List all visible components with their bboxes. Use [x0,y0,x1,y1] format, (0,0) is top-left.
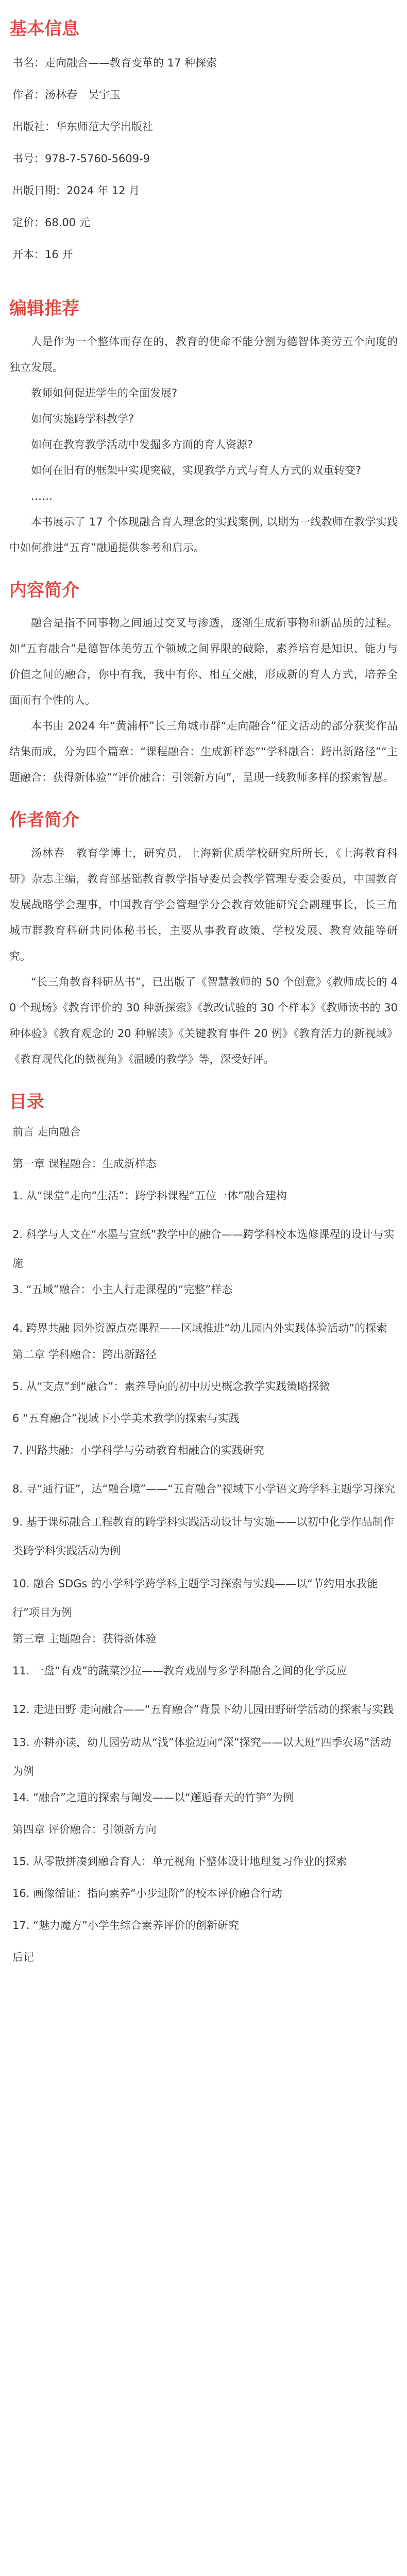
info-price: 定价：68.00 元 [12,216,90,229]
toc-entry: 9. 基于课标融合工程教育的跨学科实践活动设计与实施——以初中化学作品制作类跨学科实践活动为例 [12,1515,394,1557]
toc-entry: 第四章 评价融合：引领新方向 [12,1823,157,1836]
editor-question-2: 如何实施跨学科教学? [31,412,134,425]
basic-info-section [0,0,407,262]
content-intro-section [0,561,407,791]
toc-entry: 12. 走进田野 走向融合——“五育融合”背景下幼儿园田野研学活动的探索与实践 [12,1703,394,1716]
toc-entry: 6 “五育融合”视域下小学美术教学的探索与实践 [12,1412,240,1425]
content-intro-title: 内容简介 [9,580,79,601]
author-paragraph-1: 汤林春 教育学博士，研究员，上海新优质学校研究所所长，《上海教育科研》杂志主编，教育部基础教育教学指导委员会教学管理专委会委员，中国教育发展战略学会理事，中国教育学会管理学分会教育效能研究会副理事长，长三角城市群教育科研共同体秘书长，主要从事教育政策、学校发展、教育效能等研究。 [9,847,398,963]
editor-recommend-title: 编辑推荐 [9,298,79,319]
content-paragraph-1: 融合是指不同事物之间通过交叉与渗透，逐渐生成新事物和新品质的过程。如“五育融合”是德智体美劳五个领域之间界限的破除，素养培育是知识、能力与价值之间的融合，你中有我，我中有你、相互交融，形成新的育人方式，培养全面而有个性的人。 [9,617,398,707]
basic-info-list [9,55,398,262]
content-paragraph-2: 本书由 2024 年“黄浦杯”长三角城市群“走向融合”征文活动的部分获奖作品结集而成，分为四个篇章：“课程融合：生成新样态”“学科融合：跨出新路径”“主题融合：获得新体验”“评价融合：引领新方向”，呈现一线教师多样的探索智慧。 [9,720,398,784]
toc-entry: 14. “融合”之道的探索与阐发——以“邂逅春天的竹笋”为例 [12,1791,294,1804]
editor-question-4: 如何在旧有的框架中实现突破，实现教学方式与育人方式的双重转变? [31,464,362,477]
toc-entry: 第二章 学科融合：跨出新路径 [12,1348,157,1361]
toc-entry: 5. 从“支点”到“融合”：素养导向的初中历史概念教学实践策略探微 [12,1380,330,1393]
toc-entry: 4. 跨界共融 园外资源点亮课程——区域推进“幼儿园内外实践体验活动”的探索 [12,1321,387,1334]
toc-section [0,1072,407,1965]
toc-entry: 第三章 主题融合：获得新体验 [12,1632,157,1645]
toc-entry: 7. 四路共融：小学科学与劳动教育相融合的实践研究 [12,1444,264,1456]
editor-recommend-section [0,279,407,561]
editor-paragraph-2: 本书展示了 17 个体现融合育人理念的实践案例, 以期为一线教师在教学实践中如何推进“五育”融通提供参考和启示。 [9,515,398,554]
info-book-title: 书名：走向融合——教育变革的 17 种探索 [12,56,217,69]
toc-entry: 17. “魅力魔方”小学生综合素养评价的创新研究 [12,1919,239,1931]
info-publisher: 出版社：华东师范大学出版社 [12,120,153,133]
toc-list [9,1124,398,1965]
toc-entry: 2. 科学与人文在“水墨与宣纸”教学中的融合——跨学科校本选修课程的设计与实施 [12,1228,395,1269]
basic-info-title: 基本信息 [9,19,79,39]
toc-entry: 16. 画像循证：指向素养“小步进阶”的校本评价融合行动 [12,1887,282,1900]
toc-entry: 15. 从零散拼凑到融合育人：单元视角下整体设计地理复习作业的探索 [12,1855,347,1868]
editor-paragraph-1: 人是作为一个整体而存在的，教育的使命不能分割为德智体美劳五个向度的独立发展。 [9,335,398,374]
author-intro-title: 作者简介 [9,810,79,831]
author-paragraph-2: “长三角教育科研丛书”，已出版了《智慧教师的 50 个创意》《教师成长的 40 个现场》《教育评价的 30 种新探索》《教改试验的 30 个样本》《教师读书的 30 种体验》《教育观念的 20 种解读》《关键教育事件 20 例》《教育活力的新视域》《教育现代化的微视角》《温暖的教学》等，深受好评。 [9,976,398,1066]
toc-entry: 后记 [12,1951,34,1963]
info-pub-date: 出版日期：2024 年 12 月 [12,184,140,197]
toc-entry: 11. 一盘“有戏”的蔬菜沙拉——教育戏剧与多学科融合之间的化学反应 [12,1664,347,1677]
info-isbn: 书号：978-7-5760-5609-9 [12,152,150,165]
editor-question-3: 如何在教育教学活动中发掘多方面的育人资源? [31,438,253,451]
toc-entry: 13. 亦耕亦读，幼儿园劳动从“浅”体验迈向“深”探究——以大班“四季农场”活动为例 [12,1736,392,1777]
editor-ellipsis: …… [31,489,53,502]
toc-title: 目录 [9,1092,44,1113]
author-intro-section [0,790,407,1072]
toc-entry: 3. “五域”融合：小主人行走课程的“完整”样态 [12,1283,233,1296]
toc-entry: 第一章 课程融合：生成新样态 [12,1157,157,1170]
toc-entry: 前言 走向融合 [12,1125,81,1138]
info-format: 开本：16 开 [12,248,73,261]
info-authors: 作者：汤林春 吴宇玉 [12,88,121,101]
toc-entry: 8. 寻“通行证”，达“融合境”——“五育融合”视域下小学语文跨学科主题学习探究 [12,1482,395,1495]
toc-entry: 10. 融合 SDGs 的小学科学跨学科主题学习探索与实践——以“节约用水我能行”项目为例 [12,1577,378,1619]
toc-entry: 1. 从“课堂”走向“生活”：跨学科课程“五位一体”融合建构 [12,1189,287,1202]
editor-question-1: 教师如何促进学生的全面发展? [31,386,178,399]
